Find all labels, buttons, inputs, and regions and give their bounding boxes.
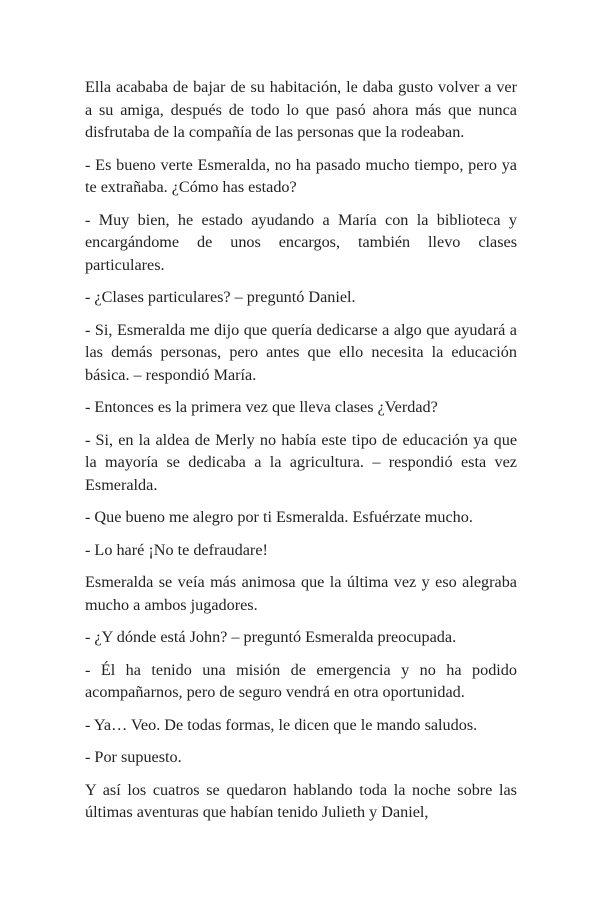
dialogue-line: - Si, en la aldea de Merly no había este tipo de educación ya que la mayoría se dedicaba a la agricultura. – respondió esta vez Esmeralda.: [85, 430, 517, 494]
dialogue-line: - ¿Y dónde está John? – preguntó Esmeralda preocupada.: [85, 628, 457, 646]
paragraph: Esmeralda se veía más animosa que la última vez y eso alegraba mucho a ambos jugadores.: [85, 573, 517, 614]
dialogue-line: - Que bueno me alegro por ti Esmeralda. Esfuérzate mucho.: [85, 508, 473, 526]
dialogue-line: - Por supuesto.: [85, 748, 182, 766]
dialogue-line: - Entonces es la primera vez que lleva clases ¿Verdad?: [85, 398, 438, 416]
dialogue-line: - Lo haré ¡No te defraudare!: [85, 540, 268, 559]
dialogue-line: - Ya… Veo. De todas formas, le dicen que le mando saludos.: [85, 715, 478, 734]
dialogue-line: - Él ha tenido una misión de emergencia y no ha podido acompañarnos, pero de seguro vendrá en otra oportunidad.: [85, 660, 517, 701]
dialogue-line: - Si, Esmeralda me dijo que quería dedicarse a algo que ayudará a las demás personas, pero antes que ello necesita la educación básica. – respondió María.: [85, 320, 517, 384]
dialogue-line: - ¿Clases particulares? – preguntó Daniel.: [85, 288, 356, 306]
dialogue-line: - Es bueno verte Esmeralda, no ha pasado mucho tiempo, pero ya te extrañaba. ¿Cómo has estado?: [85, 155, 517, 196]
dialogue-line: - Muy bien, he estado ayudando a María con la biblioteca y encargándome de unos encargos, también llevo clases particulares.: [85, 210, 517, 274]
paragraph: Y así los cuatros se quedaron hablando toda la noche sobre las últimas aventuras que habían tenido Julieth y Daniel,: [85, 780, 517, 821]
page-text: [85, 76, 517, 834]
paragraph: Ella acababa de bajar de su habitación, le daba gusto volver a ver a su amiga, después de todo lo que pasó ahora más que nunca disfrutaba de la compañía de las personas que la rodeaban.: [85, 78, 517, 141]
